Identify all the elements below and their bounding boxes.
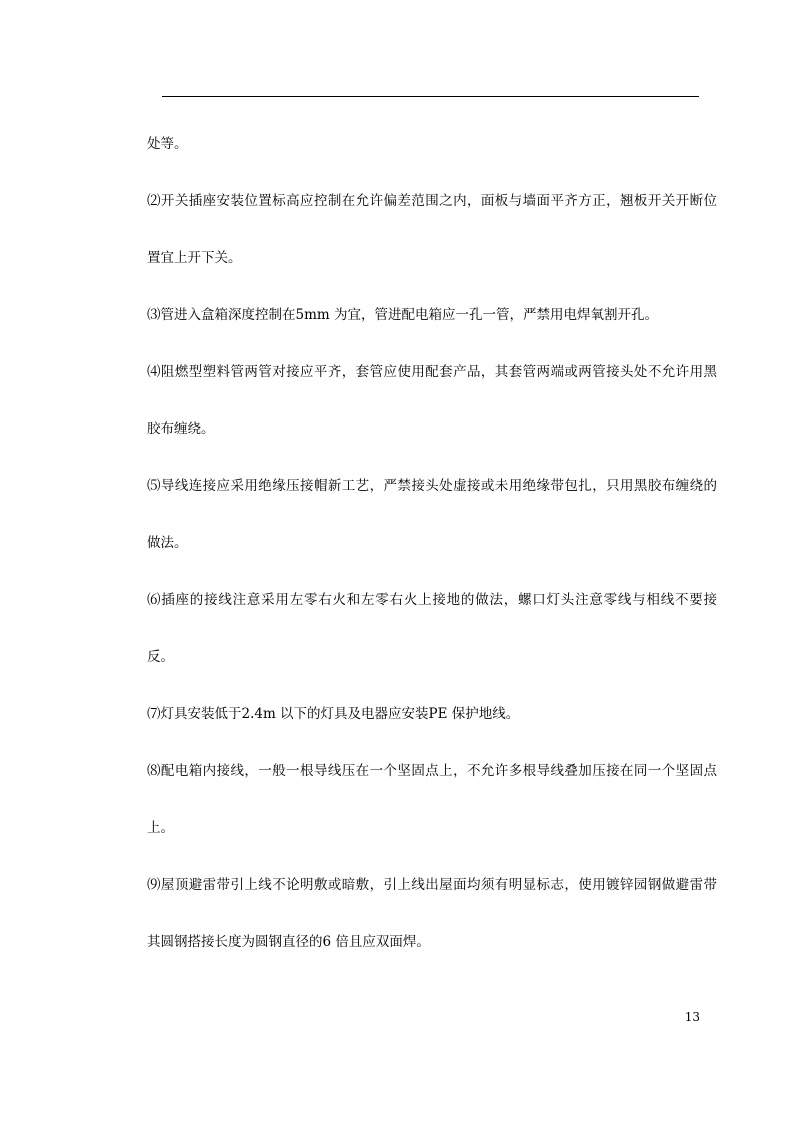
text-line: 做法。 <box>147 535 188 551</box>
text-line: ⑺灯具安装低于2.4m 以下的灯具及电器应安装PE 保护地线。 <box>147 706 520 722</box>
text-line: ⑵开关插座安装位置标高应控制在允许偏差范围之内，面板与墙面平齐方正，翘板开关开断位 <box>147 193 717 209</box>
text-line: ⑷阻燃型塑料管两管对接应平齐，套管应使用配套产品，其套管两端或两管接头处不允许用黑 <box>147 364 717 380</box>
text-line: ⑼屋顶避雷带引上线不论明敷或暗敷，引上线出屋面均须有明显标志，使用镀锌园钢做避雷带 <box>147 877 717 893</box>
text-line: 处等。 <box>147 136 188 152</box>
text-line: 置宜上开下关。 <box>147 250 242 266</box>
text-line: ⑶管进入盒箱深度控制在5mm 为宜，管进配电箱应一孔一管，严禁用电焊氧割开孔。 <box>147 307 658 323</box>
text-line: 反。 <box>147 649 174 665</box>
page-number: 13 <box>684 1010 700 1024</box>
text-line: 上。 <box>147 820 174 836</box>
header-rule <box>162 96 699 97</box>
text-line: ⑹插座的接线注意采用左零右火和左零右火上接地的做法，螺口灯头注意零线与相线不要接 <box>147 592 717 608</box>
text-line: ⑻配电箱内接线，一般一根导线压在一个坚固点上，不允许多根导线叠加压接在同一个坚固点 <box>147 763 717 779</box>
page-body <box>147 127 717 982</box>
text-line: ⑸导线连接应采用绝缘压接帽新工艺，严禁接头处虚接或未用绝缘带包扎，只用黑胶布缠绕的 <box>147 478 717 494</box>
text-line: 胶布缠绕。 <box>147 421 215 437</box>
text-line: 其圆钢搭接长度为圆钢直径的6 倍且应双面焊。 <box>147 934 430 950</box>
